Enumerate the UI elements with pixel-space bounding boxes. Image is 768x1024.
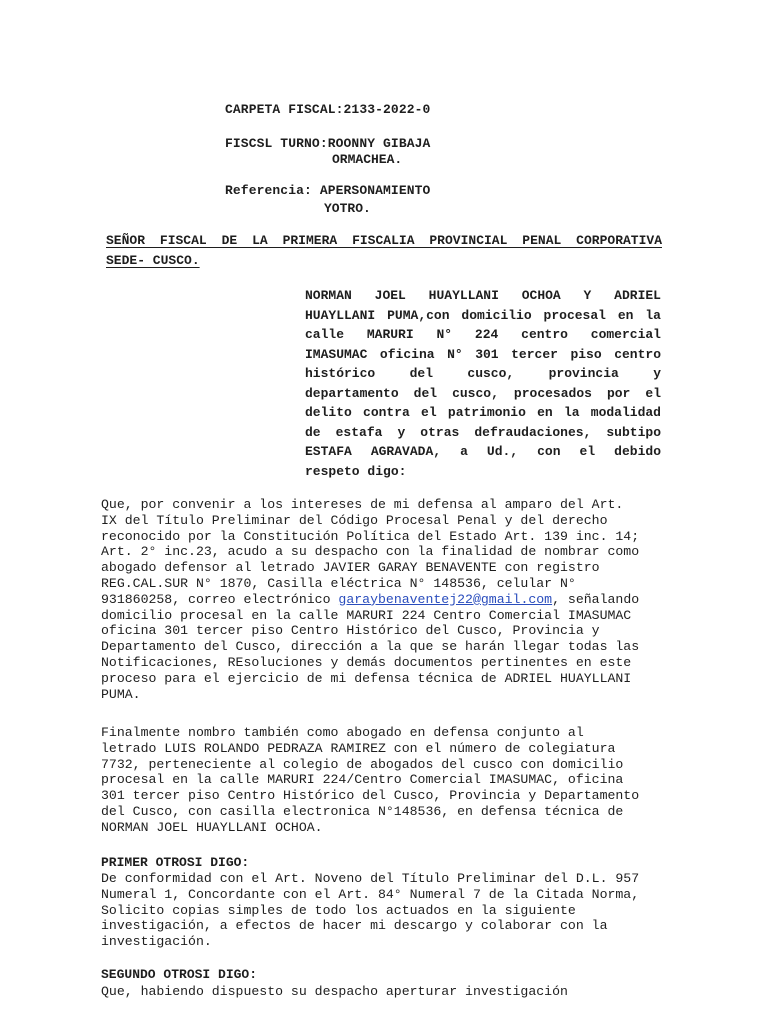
- parties-line: de estafa y otras defraudaciones, subtipo: [305, 424, 661, 440]
- addressee-line-2-wrap: [106, 251, 200, 271]
- paragraph-line: Notificaciones, REsoluciones y demás documentos pertinentes en este: [101, 654, 632, 670]
- paragraph-line: Departamento del Cusco, dirección a la que se harán llegar todas las: [101, 639, 640, 655]
- referencia: Referencia: APERSONAMIENTO: [225, 183, 431, 198]
- paragraph-line: NORMAN JOEL HUAYLLANI OCHOA.: [101, 819, 323, 835]
- parties-line: calle MARURI N° 224 centro comercial: [305, 327, 661, 342]
- paragraph-line: letrado LUIS ROLANDO PEDRAZA RAMIREZ con el número de colegiatura: [101, 740, 616, 756]
- paragraph-line: Solicito copias simples de todo los actuados en la siguiente: [101, 902, 576, 918]
- paragraph-line: reconocido por la Constitución Política del Estado Art. 139 inc. 14;: [101, 528, 640, 544]
- addressee-city: SEDE- CUSCO.: [106, 253, 200, 268]
- email-prefix: 931860258, correo electrónico: [101, 591, 339, 607]
- segundo-otrosi-title: SEGUNDO OTROSI DIGO:: [101, 967, 258, 982]
- paragraph-joint-counsel: [101, 725, 661, 836]
- addressee-line: SEÑOR FISCAL DE LA PRIMERA FISCALIA PROVINCIAL PENAL CORPORATIVA: [106, 233, 662, 248]
- paragraph-line: De conformidad con el Art. Noveno del Título Preliminar del D.L. 957: [101, 871, 640, 886]
- paragraph-line-email: [101, 592, 661, 608]
- email-suffix: , señalando: [552, 591, 640, 607]
- segundo-otrosi-body: [101, 984, 661, 1000]
- fiscal-turno-cont: ORMACHEA.: [332, 152, 403, 167]
- paragraph-line: abogado defensor al letrado JAVIER GARAY BENAVENTE con registro: [101, 560, 600, 576]
- fiscal-turno: FISCSL TURNO:ROONNY GIBAJA: [225, 136, 431, 151]
- paragraph-line: 301 tercer piso Centro Histórico del Cusco, Provincia y Departamento: [101, 788, 640, 804]
- paragraph-line: investigación, a efectos de hacer mi descargo y colaborar con la: [101, 918, 608, 934]
- parties-line: histórico del cusco, provincia y: [305, 366, 661, 381]
- paragraph-line: Finalmente nombro también como abogado en defensa conjunto al: [101, 725, 584, 740]
- parties-line: NORMAN JOEL HUAYLLANI OCHOA Y ADRIEL: [305, 288, 661, 303]
- paragraph-line: proceso para el ejercicio de mi defensa técnica de ADRIEL HUAYLLANI: [101, 670, 632, 686]
- paragraph-line: del Cusco, con casilla electronica N°148536, en defensa técnica de: [101, 803, 624, 819]
- parties-line: delito contra el patrimonio en la modalidad: [305, 405, 661, 420]
- carpeta-fiscal: CARPETA FISCAL:2133-2022-0: [225, 102, 431, 117]
- parties-line: HUAYLLANI PUMA,con domicilio procesal en la: [305, 307, 661, 323]
- parties-line: departamento del cusco, procesados por el: [305, 385, 661, 401]
- paragraph-appointment: [101, 497, 661, 702]
- parties-line: IMASUMAC oficina N° 301 tercer piso centro: [305, 346, 661, 362]
- paragraph-line: REG.CAL.SUR N° 1870, Casilla eléctrica N° 148536, celular N°: [101, 575, 576, 591]
- parties-line: ESTAFA AGRAVADA, a Ud., con el debido: [305, 444, 661, 459]
- paragraph-line: Que, por convenir a los intereses de mi defensa al amparo del Art.: [101, 497, 624, 512]
- parties-block: [305, 286, 661, 481]
- paragraph-line: investigación.: [101, 934, 212, 950]
- email-link[interactable]: garaybenaventej22@gmail.com: [338, 591, 553, 607]
- paragraph-line: oficina 301 tercer piso Centro Histórico del Cusco, Provincia y: [101, 623, 600, 639]
- paragraph-line: PUMA.: [101, 686, 141, 702]
- paragraph-line: procesal en la calle MARURI 224/Centro Comercial IMASUMAC, oficina: [101, 772, 624, 788]
- paragraph-line: domicilio procesal en la calle MARURI 224 Centro Comercial IMASUMAC: [101, 607, 632, 623]
- primer-otrosi-body: [101, 871, 661, 950]
- paragraph-line: Art. 2° inc.23, acudo a su despacho con la finalidad de nombrar como: [101, 544, 640, 560]
- paragraph-line: 7732, perteneciente al colegio de abogados del cusco con domicilio: [101, 756, 624, 772]
- paragraph-line: IX del Título Preliminar del Código Procesal Penal y del derecho: [101, 512, 608, 528]
- paragraph-line: Numeral 1, Concordante con el Art. 84° Numeral 7 de la Citada Norma,: [101, 886, 640, 902]
- paragraph-line: Que, habiendo dispuesto su despacho aperturar investigación: [101, 984, 568, 999]
- primer-otrosi-title: PRIMER OTROSI DIGO:: [101, 855, 250, 870]
- referencia-cont: YOTRO.: [324, 201, 371, 216]
- parties-line: respeto digo:: [305, 463, 407, 479]
